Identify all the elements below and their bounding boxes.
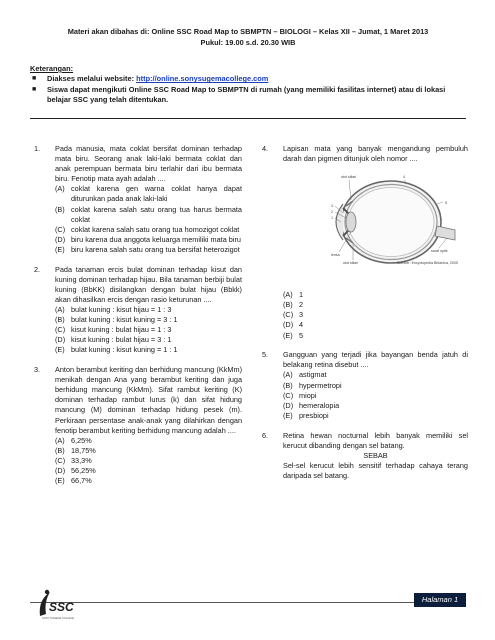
option-letter: (A) bbox=[55, 305, 65, 314]
question-text: Lapisan mata yang banyak mengandung pembuluh darah dan pigmen ditunjuk oleh nomor .... bbox=[283, 144, 468, 164]
retina-shape bbox=[348, 188, 434, 257]
option-text: miopi bbox=[299, 390, 317, 400]
option-d bbox=[55, 335, 242, 345]
option-text: 2 bbox=[299, 300, 304, 310]
option-letter: (C) bbox=[283, 390, 294, 400]
label-number-5: 5 bbox=[445, 201, 447, 206]
page-number: Halaman 1 bbox=[414, 593, 466, 607]
leader-line-5 bbox=[437, 202, 443, 204]
label-number-1: 1 bbox=[331, 216, 333, 221]
keterangan-item bbox=[30, 85, 466, 106]
option-text: bulat kuning : kisut hijau = 1 : 3 bbox=[71, 305, 172, 314]
header-title: Materi akan dibahas di: Online SSC Road Map to SBMPTN – BIOLOGI – Kelas XII – Jumat, 1 Maret 2013 bbox=[67, 27, 429, 36]
option-text: biru karena salah satu orang tua bersifat heterozigot bbox=[71, 244, 240, 254]
option-b bbox=[55, 205, 242, 225]
option-b bbox=[55, 446, 242, 456]
question-1 bbox=[34, 144, 242, 255]
option-b bbox=[283, 300, 468, 310]
option-letter: (D) bbox=[283, 320, 294, 330]
leader-line-saraf bbox=[439, 238, 447, 248]
logo-subtitle: SONY SUGEMA COLLEGE bbox=[42, 617, 75, 620]
option-d bbox=[283, 320, 468, 330]
option-c bbox=[55, 456, 242, 466]
section-divider bbox=[30, 118, 466, 119]
option-letter: (A) bbox=[55, 435, 65, 445]
label-lensa: lensa bbox=[331, 253, 340, 258]
option-a bbox=[55, 436, 242, 446]
option-letter: (B) bbox=[55, 445, 65, 455]
option-text: 3 bbox=[299, 310, 304, 320]
option-letter: (D) bbox=[55, 234, 66, 244]
option-e bbox=[55, 345, 242, 355]
option-text: 4 bbox=[299, 320, 304, 330]
bullet-icon: ■ bbox=[32, 85, 37, 93]
option-e bbox=[283, 411, 468, 421]
question-number: 6. bbox=[262, 430, 269, 440]
option-text: hemeralopia bbox=[299, 400, 340, 410]
cornea-shape bbox=[336, 204, 343, 240]
option-c bbox=[55, 225, 242, 235]
right-column bbox=[262, 144, 468, 491]
label-otot-siliari: otot siliari bbox=[343, 261, 359, 266]
option-a bbox=[283, 290, 468, 300]
option-text: 33,3% bbox=[71, 455, 92, 465]
question-reason: Sel-sel kerucut lebih sensitif terhadap cahaya terang daripada sel batang. bbox=[283, 460, 468, 480]
keterangan-title: Keterangan: bbox=[30, 64, 74, 73]
option-letter: (B) bbox=[283, 380, 293, 390]
keterangan-section bbox=[30, 64, 466, 106]
option-text: bulat kuning : kisut kuning = 1 : 1 bbox=[71, 345, 178, 355]
option-letter: (C) bbox=[55, 325, 66, 335]
question-6 bbox=[262, 431, 468, 481]
option-text: bulat kuning : kisut kuning = 3 : 1 bbox=[71, 315, 178, 325]
option-letter: (D) bbox=[55, 335, 66, 345]
option-text: 18,75% bbox=[71, 445, 96, 455]
label-number-2: 2 bbox=[331, 210, 333, 215]
question-3 bbox=[34, 365, 242, 486]
question-number: 5. bbox=[262, 350, 269, 360]
label-badan-siliari: otot siliari bbox=[341, 175, 357, 180]
option-letter: (E) bbox=[283, 410, 293, 420]
question-number: 1. bbox=[34, 144, 41, 153]
option-letter: (A) bbox=[55, 184, 65, 194]
footer-divider bbox=[30, 602, 466, 603]
keterangan-text: Siswa dapat mengikuti Online SSC Road Map to SBMPTN di rumah (yang memiliki fasilitas internet) atau di lokasi belajar SSC yang telah ditentukan. bbox=[47, 84, 446, 105]
option-letter: (C) bbox=[55, 455, 66, 465]
label-number-4: 4 bbox=[403, 175, 405, 180]
lens-shape bbox=[346, 212, 356, 232]
option-text: astigmat bbox=[299, 370, 327, 380]
option-text: coklat karena salah satu orang tua homozigot coklat bbox=[71, 224, 240, 234]
question-text: Pada tanaman ercis bulat dominan terhadap kisut dan kuning dominan terhadap hijau. Bila tanaman berbiji bulat kuning (BbKK) disilangkan dengan bulat hijau (Bbkk) akan dihasilkan ercis dengan rasio keturunan .... bbox=[55, 264, 242, 304]
option-letter: (B) bbox=[55, 315, 65, 325]
option-c bbox=[283, 310, 468, 320]
option-text: biru karena dua anggota keluarga memiliki mata biru bbox=[71, 234, 241, 244]
option-a bbox=[283, 370, 468, 380]
option-letter: (E) bbox=[55, 345, 65, 355]
left-column bbox=[34, 144, 242, 496]
question-text: Gangguan yang terjadi jika bayangan benda jatuh di belakang retina disebut .... bbox=[283, 350, 468, 370]
option-text: hypermetropi bbox=[299, 380, 342, 390]
option-text: coklat karena salah satu orang tua harus bermata coklat bbox=[71, 204, 242, 224]
option-a bbox=[55, 184, 242, 204]
option-b bbox=[283, 381, 468, 391]
option-text: coklat karena gen warna coklat hanya dapat diturunkan pada anak laki-laki bbox=[71, 184, 242, 204]
label-number-3: 3 bbox=[331, 204, 333, 209]
label-source: Sumber: Encyclopedia Britanica, 2005 bbox=[397, 261, 458, 266]
question-number: 3. bbox=[34, 365, 41, 375]
option-text: kisut kuning : bulat hijau = 3 : 1 bbox=[71, 335, 172, 345]
option-text: 5 bbox=[299, 330, 304, 340]
keterangan-item bbox=[30, 74, 466, 84]
question-text: Pada manusia, mata coklat bersifat dominan terhadap mata biru. Seorang anak laki-laki bermata coklat dan anak perempuan bermata biru terlahir dari ibu bermata biru. Fenotip mata ayah adalah .... bbox=[55, 144, 242, 184]
question-4 bbox=[262, 144, 468, 341]
option-letter: (D) bbox=[55, 466, 66, 475]
leader-line-top bbox=[349, 180, 351, 200]
option-letter: (C) bbox=[55, 224, 66, 234]
bullet-icon: ■ bbox=[32, 75, 37, 83]
option-letter: (A) bbox=[283, 370, 293, 380]
label-saraf-optik: saraf optik bbox=[431, 249, 448, 254]
option-text: 1 bbox=[299, 290, 304, 300]
option-letter: (E) bbox=[55, 476, 65, 486]
option-letter: (B) bbox=[55, 204, 65, 214]
option-text: 56,25% bbox=[71, 466, 96, 475]
option-e bbox=[283, 331, 468, 341]
option-letter: (A) bbox=[283, 290, 293, 300]
question-text: Anton berambut keriting dan berhidung mancung (KkMm) menikah dengan Ana yang berambut keriting dan juga berhidung mancung (KkMm). Sifat rambut keriting (K) dominan terhadap rambut lurus (k) dan sifat hidung mancung (M) dominan terhadap hidung pesek (m). Perkiraan persentase anak-anak yang dilahirkan dengan fenotip berambut keriting berhidung mancung adalah .... bbox=[55, 365, 242, 435]
option-text: 6,25% bbox=[71, 435, 92, 445]
option-e bbox=[55, 245, 242, 255]
logo-dot-icon bbox=[45, 590, 49, 594]
header-time: Pukul: 19.00 s.d. 20.30 WIB bbox=[200, 38, 296, 47]
option-a bbox=[55, 305, 242, 315]
option-text: 66,7% bbox=[71, 476, 92, 486]
question-5 bbox=[262, 350, 468, 421]
option-d bbox=[55, 235, 242, 245]
option-letter: (B) bbox=[283, 300, 293, 310]
page-header bbox=[30, 26, 466, 48]
keterangan-list bbox=[30, 74, 466, 105]
option-letter: (E) bbox=[283, 330, 293, 340]
option-letter: (D) bbox=[283, 400, 294, 410]
question-connector: SEBAB bbox=[363, 450, 388, 460]
question-2 bbox=[34, 265, 242, 356]
option-c bbox=[283, 391, 468, 401]
option-text: presbiopi bbox=[299, 410, 329, 420]
option-letter: (C) bbox=[283, 310, 294, 320]
logo-text: SSC bbox=[49, 600, 74, 614]
question-number: 2. bbox=[34, 264, 41, 274]
eye-diagram bbox=[313, 168, 461, 284]
website-link[interactable]: http://online.sonysugemacollege.com bbox=[136, 74, 269, 84]
option-d bbox=[283, 401, 468, 411]
option-d bbox=[55, 466, 242, 476]
option-c bbox=[55, 325, 242, 335]
question-number: 4. bbox=[262, 144, 269, 153]
option-e bbox=[55, 476, 242, 486]
keterangan-text: Diakses melalui website: bbox=[47, 74, 137, 84]
option-b bbox=[55, 315, 242, 325]
option-letter: (E) bbox=[55, 244, 65, 254]
question-statement: Retina hewan nocturnal lebih banyak memiliki sel kerucut dibanding dengan sel batang. bbox=[283, 430, 468, 450]
ssc-logo bbox=[34, 586, 84, 622]
option-text: kisut kuning : bulat hijau = 1 : 3 bbox=[71, 325, 172, 335]
